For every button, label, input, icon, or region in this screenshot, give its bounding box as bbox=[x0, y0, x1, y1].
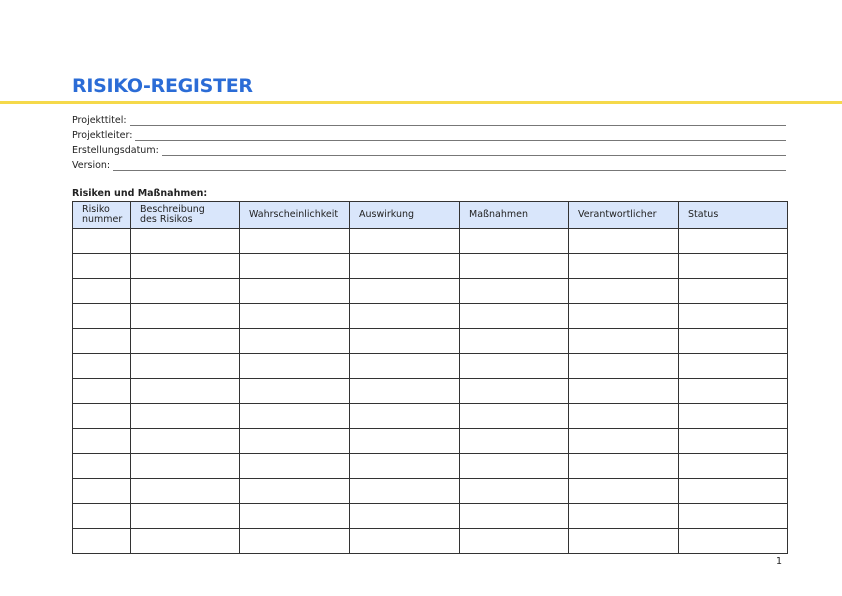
table-cell[interactable] bbox=[679, 329, 788, 354]
field-erstellungsdatum[interactable] bbox=[72, 144, 786, 156]
table-cell[interactable] bbox=[131, 454, 240, 479]
table-cell[interactable] bbox=[679, 504, 788, 529]
table-cell[interactable] bbox=[73, 404, 131, 429]
table-cell[interactable] bbox=[73, 229, 131, 254]
table-cell[interactable] bbox=[240, 404, 350, 429]
table-cell[interactable] bbox=[460, 454, 569, 479]
field-line[interactable] bbox=[162, 145, 786, 156]
table-cell[interactable] bbox=[679, 404, 788, 429]
table-cell[interactable] bbox=[460, 329, 569, 354]
table-row bbox=[73, 429, 788, 454]
table-cell[interactable] bbox=[131, 379, 240, 404]
field-line[interactable] bbox=[135, 130, 786, 141]
table-cell[interactable] bbox=[240, 479, 350, 504]
field-version[interactable] bbox=[72, 159, 786, 171]
table-cell[interactable] bbox=[569, 279, 679, 304]
table-cell[interactable] bbox=[679, 354, 788, 379]
table-cell[interactable] bbox=[350, 404, 460, 429]
table-row bbox=[73, 329, 788, 354]
yellow-divider bbox=[0, 101, 842, 104]
table-row bbox=[73, 529, 788, 554]
table-cell[interactable] bbox=[569, 229, 679, 254]
table-cell[interactable] bbox=[73, 279, 131, 304]
page-title: RISIKO-REGISTER bbox=[72, 75, 253, 97]
table-cell[interactable] bbox=[679, 479, 788, 504]
table-cell[interactable] bbox=[350, 354, 460, 379]
table-cell[interactable] bbox=[131, 354, 240, 379]
table-cell[interactable] bbox=[240, 304, 350, 329]
table-cell[interactable] bbox=[73, 354, 131, 379]
table-row bbox=[73, 504, 788, 529]
table-cell[interactable] bbox=[569, 529, 679, 554]
table-row bbox=[73, 304, 788, 329]
table-cell[interactable] bbox=[131, 479, 240, 504]
table-cell[interactable] bbox=[460, 379, 569, 404]
table-cell[interactable] bbox=[460, 404, 569, 429]
field-label: Projekttitel: bbox=[72, 115, 127, 126]
table-cell[interactable] bbox=[131, 329, 240, 354]
col-verantwortlicher: Verantwortlicher bbox=[569, 202, 679, 229]
table-cell[interactable] bbox=[350, 529, 460, 554]
table-cell[interactable] bbox=[569, 504, 679, 529]
table-cell[interactable] bbox=[350, 429, 460, 454]
table-cell[interactable] bbox=[569, 429, 679, 454]
table-cell[interactable] bbox=[131, 254, 240, 279]
table-cell[interactable] bbox=[131, 404, 240, 429]
col-beschreibung: Beschreibung des Risikos bbox=[131, 202, 240, 229]
table-row bbox=[73, 404, 788, 429]
table-cell[interactable] bbox=[73, 254, 131, 279]
table-cell[interactable] bbox=[679, 254, 788, 279]
field-label: Erstellungsdatum: bbox=[72, 145, 159, 156]
table-cell[interactable] bbox=[569, 379, 679, 404]
section-heading: Risiken und Maßnahmen: bbox=[72, 188, 208, 199]
table-cell[interactable] bbox=[350, 229, 460, 254]
table-cell[interactable] bbox=[569, 254, 679, 279]
table-cell[interactable] bbox=[131, 429, 240, 454]
table-cell[interactable] bbox=[460, 304, 569, 329]
col-status: Status bbox=[679, 202, 788, 229]
table-cell[interactable] bbox=[679, 279, 788, 304]
table-cell[interactable] bbox=[73, 429, 131, 454]
risk-table bbox=[72, 201, 788, 554]
table-row bbox=[73, 479, 788, 504]
table-cell[interactable] bbox=[131, 529, 240, 554]
table-cell[interactable] bbox=[679, 379, 788, 404]
field-label: Projektleiter: bbox=[72, 130, 133, 141]
table-cell[interactable] bbox=[131, 279, 240, 304]
table-row bbox=[73, 229, 788, 254]
col-massnahmen: Maßnahmen bbox=[460, 202, 569, 229]
table-cell[interactable] bbox=[350, 479, 460, 504]
table-cell[interactable] bbox=[73, 479, 131, 504]
table-cell[interactable] bbox=[240, 379, 350, 404]
table-cell[interactable] bbox=[569, 454, 679, 479]
table-cell[interactable] bbox=[350, 304, 460, 329]
table-cell[interactable] bbox=[569, 479, 679, 504]
table-cell[interactable] bbox=[73, 504, 131, 529]
table-cell[interactable] bbox=[240, 429, 350, 454]
table-cell[interactable] bbox=[460, 354, 569, 379]
table-cell[interactable] bbox=[240, 504, 350, 529]
table-cell[interactable] bbox=[350, 454, 460, 479]
table-cell[interactable] bbox=[240, 454, 350, 479]
table-row bbox=[73, 379, 788, 404]
field-projektleiter[interactable] bbox=[72, 129, 786, 141]
table-cell[interactable] bbox=[569, 404, 679, 429]
page-number: 1 bbox=[776, 556, 783, 567]
table-header-row bbox=[73, 202, 788, 229]
table-cell[interactable] bbox=[460, 479, 569, 504]
col-risiko-nummer: Risiko nummer bbox=[73, 202, 131, 229]
table-cell[interactable] bbox=[460, 254, 569, 279]
table-cell[interactable] bbox=[460, 229, 569, 254]
table-cell[interactable] bbox=[569, 304, 679, 329]
table-cell[interactable] bbox=[679, 229, 788, 254]
table-cell[interactable] bbox=[240, 529, 350, 554]
table-cell[interactable] bbox=[350, 379, 460, 404]
col-wahrscheinlichkeit: Wahrscheinlichkeit bbox=[240, 202, 350, 229]
table-cell[interactable] bbox=[460, 529, 569, 554]
table-cell[interactable] bbox=[679, 429, 788, 454]
table-row bbox=[73, 254, 788, 279]
table-row bbox=[73, 279, 788, 304]
table-cell[interactable] bbox=[73, 304, 131, 329]
table-row bbox=[73, 454, 788, 479]
table-cell[interactable] bbox=[131, 229, 240, 254]
table-cell[interactable] bbox=[350, 504, 460, 529]
table-cell[interactable] bbox=[350, 279, 460, 304]
table-row bbox=[73, 354, 788, 379]
table-cell[interactable] bbox=[73, 454, 131, 479]
table-cell[interactable] bbox=[73, 529, 131, 554]
table-cell[interactable] bbox=[460, 279, 569, 304]
table-cell[interactable] bbox=[460, 429, 569, 454]
table-cell[interactable] bbox=[350, 254, 460, 279]
table-cell[interactable] bbox=[240, 279, 350, 304]
table-cell[interactable] bbox=[240, 354, 350, 379]
table-cell[interactable] bbox=[240, 229, 350, 254]
field-line[interactable] bbox=[130, 115, 786, 126]
table-cell[interactable] bbox=[131, 304, 240, 329]
table-cell[interactable] bbox=[569, 354, 679, 379]
field-line[interactable] bbox=[113, 160, 786, 171]
table-cell[interactable] bbox=[131, 504, 240, 529]
table-cell[interactable] bbox=[73, 379, 131, 404]
field-projekttitel[interactable] bbox=[72, 114, 786, 126]
table-cell[interactable] bbox=[240, 254, 350, 279]
table-cell[interactable] bbox=[73, 329, 131, 354]
table-cell[interactable] bbox=[679, 529, 788, 554]
table-cell[interactable] bbox=[569, 329, 679, 354]
table-cell[interactable] bbox=[679, 304, 788, 329]
col-auswirkung: Auswirkung bbox=[350, 202, 460, 229]
table-cell[interactable] bbox=[679, 454, 788, 479]
table-cell[interactable] bbox=[460, 504, 569, 529]
table-cell[interactable] bbox=[350, 329, 460, 354]
field-label: Version: bbox=[72, 160, 111, 171]
table-cell[interactable] bbox=[240, 329, 350, 354]
